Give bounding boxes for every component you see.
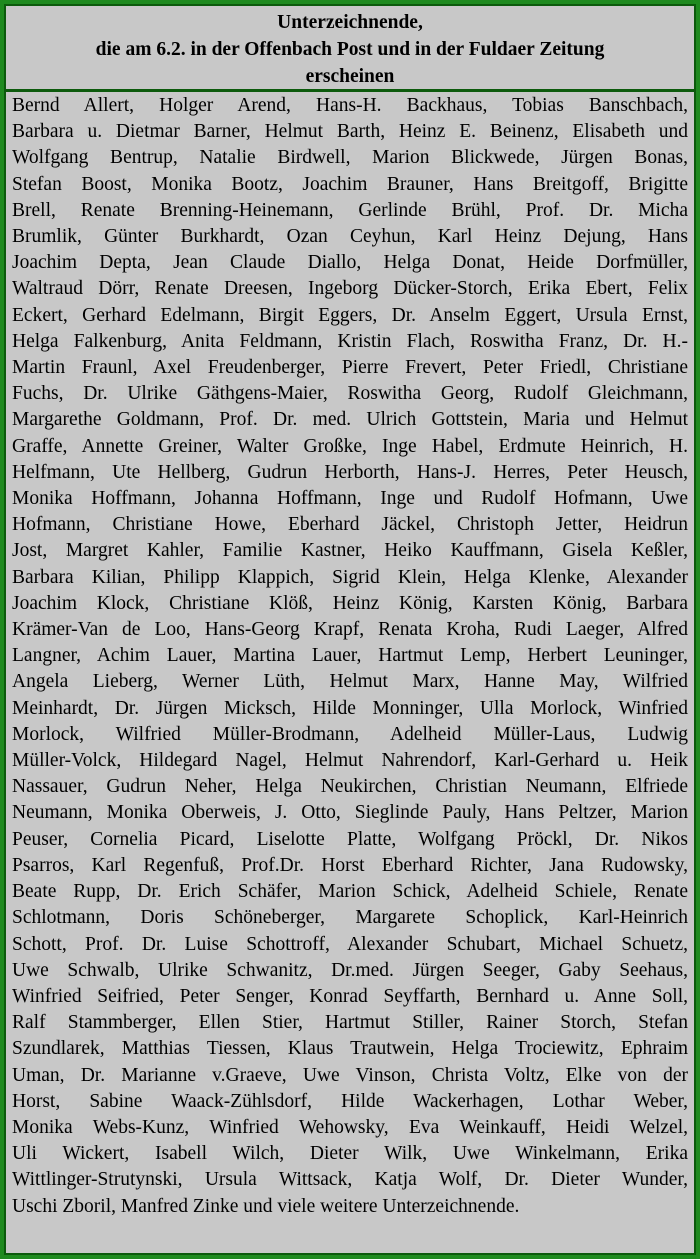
signatories-line: Waltraud Dörr, Renate Dreesen, Ingeborg Dücker-Storch, Erika Ebert, Felix	[12, 278, 688, 300]
signatories-line: Schott, Prof. Dr. Luise Schottroff, Alexander Schubart, Michael Schuetz,	[12, 933, 688, 955]
signatories-line: Uwe Schwalb, Ulrike Schwanitz, Dr.med. Jürgen Seeger, Gaby Seehaus,	[12, 959, 688, 981]
heading-line-2: die am 6.2. in der Offenbach Post und in der Fuldaer Zeitung	[95, 39, 605, 60]
signatories-line: Winfried Seifried, Peter Senger, Konrad Seyffarth, Bernhard u. Anne Soll,	[12, 985, 688, 1007]
signatories-line: Neumann, Monika Oberweis, J. Otto, Sieglinde Pauly, Hans Peltzer, Marion	[12, 802, 688, 824]
signatories-line: Joachim Depta, Jean Claude Diallo, Helga Donat, Heide Dorfmüller,	[12, 252, 688, 274]
signatories-list	[6, 92, 694, 1253]
signatories-line: Horst, Sabine Waack-Zühlsdorf, Hilde Wackerhagen, Lothar Weber,	[12, 1090, 688, 1112]
signatories-line: Martin Fraunl, Axel Freudenberger, Pierre Frevert, Peter Friedl, Christiane	[12, 357, 688, 379]
signatories-line: Wittlinger-Strutynski, Ursula Wittsack, Katja Wolf, Dr. Dieter Wunder,	[12, 1169, 688, 1191]
signatories-line: Monika Webs-Kunz, Winfried Wehowsky, Eva Weinkauff, Heidi Welzel,	[12, 1116, 688, 1138]
signatories-line: Hofmann, Christiane Howe, Eberhard Jäckel, Christoph Jetter, Heidrun	[12, 514, 688, 536]
heading-line-1: Unterzeichnende,	[277, 12, 423, 33]
signatories-line: Langner, Achim Lauer, Martina Lauer, Hartmut Lemp, Herbert Leuninger,	[12, 645, 688, 667]
signatories-line: Joachim Klock, Christiane Klöß, Heinz König, Karsten König, Barbara	[12, 592, 688, 614]
signatories-line: Psarros, Karl Regenfuß, Prof.Dr. Horst Eberhard Richter, Jana Rudowsky,	[12, 854, 688, 876]
signatories-line: Brumlik, Günter Burkhardt, Ozan Ceyhun, Karl Heinz Dejung, Hans	[12, 226, 688, 248]
table-header	[6, 6, 694, 92]
signatories-line: Stefan Boost, Monika Bootz, Joachim Brauner, Hans Breitgoff, Brigitte	[12, 173, 688, 195]
signatories-line: Beate Rupp, Dr. Erich Schäfer, Marion Schick, Adelheid Schiele, Renate	[12, 881, 688, 903]
signatories-line: Barbara u. Dietmar Barner, Helmut Barth, Heinz E. Beinenz, Elisabeth und	[12, 121, 688, 143]
signatories-line: Helfmann, Ute Hellberg, Gudrun Herborth, Hans-J. Herres, Peter Heusch,	[12, 461, 688, 483]
signatories-line: Bernd Allert, Holger Arend, Hans-H. Backhaus, Tobias Banschbach,	[12, 95, 688, 116]
signatories-line: Wolfgang Bentrup, Natalie Birdwell, Marion Blickwede, Jürgen Bonas,	[12, 147, 688, 169]
signatories-line: Helga Falkenburg, Anita Feldmann, Kristin Flach, Roswitha Franz, Dr. H.-	[12, 330, 688, 352]
signatories-line: Uschi Zboril, Manfred Zinke und viele weitere Unterzeichnende.	[12, 1195, 520, 1217]
signatories-line: Meinhardt, Dr. Jürgen Micksch, Hilde Monninger, Ulla Morlock, Winfried	[12, 697, 688, 719]
signatories-line: Uli Wickert, Isabell Wilch, Dieter Wilk, Uwe Winkelmann, Erika	[12, 1143, 688, 1165]
signatories-line: Nassauer, Gudrun Neher, Helga Neukirchen, Christian Neumann, Elfriede	[12, 776, 688, 798]
signatories-line: Fuchs, Dr. Ulrike Gäthgens-Maier, Roswitha Georg, Rudolf Gleichmann,	[12, 383, 688, 405]
signatories-line: Ralf Stammberger, Ellen Stier, Hartmut Stiller, Rainer Storch, Stefan	[12, 1012, 688, 1034]
signatories-line: Morlock, Wilfried Müller-Brodmann, Adelheid Müller-Laus, Ludwig	[12, 723, 688, 745]
signatories-line: Szundlarek, Matthias Tiessen, Klaus Trautwein, Helga Trociewitz, Ephraim	[12, 1038, 688, 1060]
signatories-line: Margarethe Goldmann, Prof. Dr. med. Ulrich Gottstein, Maria und Helmut	[12, 409, 688, 431]
signatories-line: Müller-Volck, Hildegard Nagel, Helmut Nahrendorf, Karl-Gerhard u. Heik	[12, 750, 688, 772]
signatories-line: Schlotmann, Doris Schöneberger, Margarete Schoplick, Karl-Heinrich	[12, 907, 688, 929]
signatories-line: Angela Lieberg, Werner Lüth, Helmut Marx, Hanne May, Wilfried	[12, 671, 688, 693]
signatories-line: Eckert, Gerhard Edelmann, Birgit Eggers, Dr. Anselm Eggert, Ursula Ernst,	[12, 304, 688, 326]
signatories-line: Graffe, Annette Greiner, Walter Großke, Inge Habel, Erdmute Heinrich, H.	[12, 435, 688, 457]
signatories-line: Monika Hoffmann, Johanna Hoffmann, Inge und Rudolf Hofmann, Uwe	[12, 488, 688, 510]
signatories-line: Barbara Kilian, Philipp Klappich, Sigrid Klein, Helga Klenke, Alexander	[12, 566, 688, 588]
signatories-line: Uman, Dr. Marianne v.Graeve, Uwe Vinson, Christa Voltz, Elke von der	[12, 1064, 688, 1086]
signatories-line: Jost, Margret Kahler, Familie Kastner, Heiko Kauffmann, Gisela Keßler,	[12, 540, 688, 562]
table-panel	[4, 4, 696, 1255]
signatories-line: Brell, Renate Brenning-Heinemann, Gerlinde Brühl, Prof. Dr. Micha	[12, 199, 688, 221]
heading-line-3: erscheinen	[305, 66, 395, 87]
signatories-line: Krämer-Van de Loo, Hans-Georg Krapf, Renata Kroha, Rudi Laeger, Alfred	[12, 619, 688, 641]
signatories-line: Peuser, Cornelia Picard, Liselotte Platte, Wolfgang Pröckl, Dr. Nikos	[12, 828, 688, 850]
